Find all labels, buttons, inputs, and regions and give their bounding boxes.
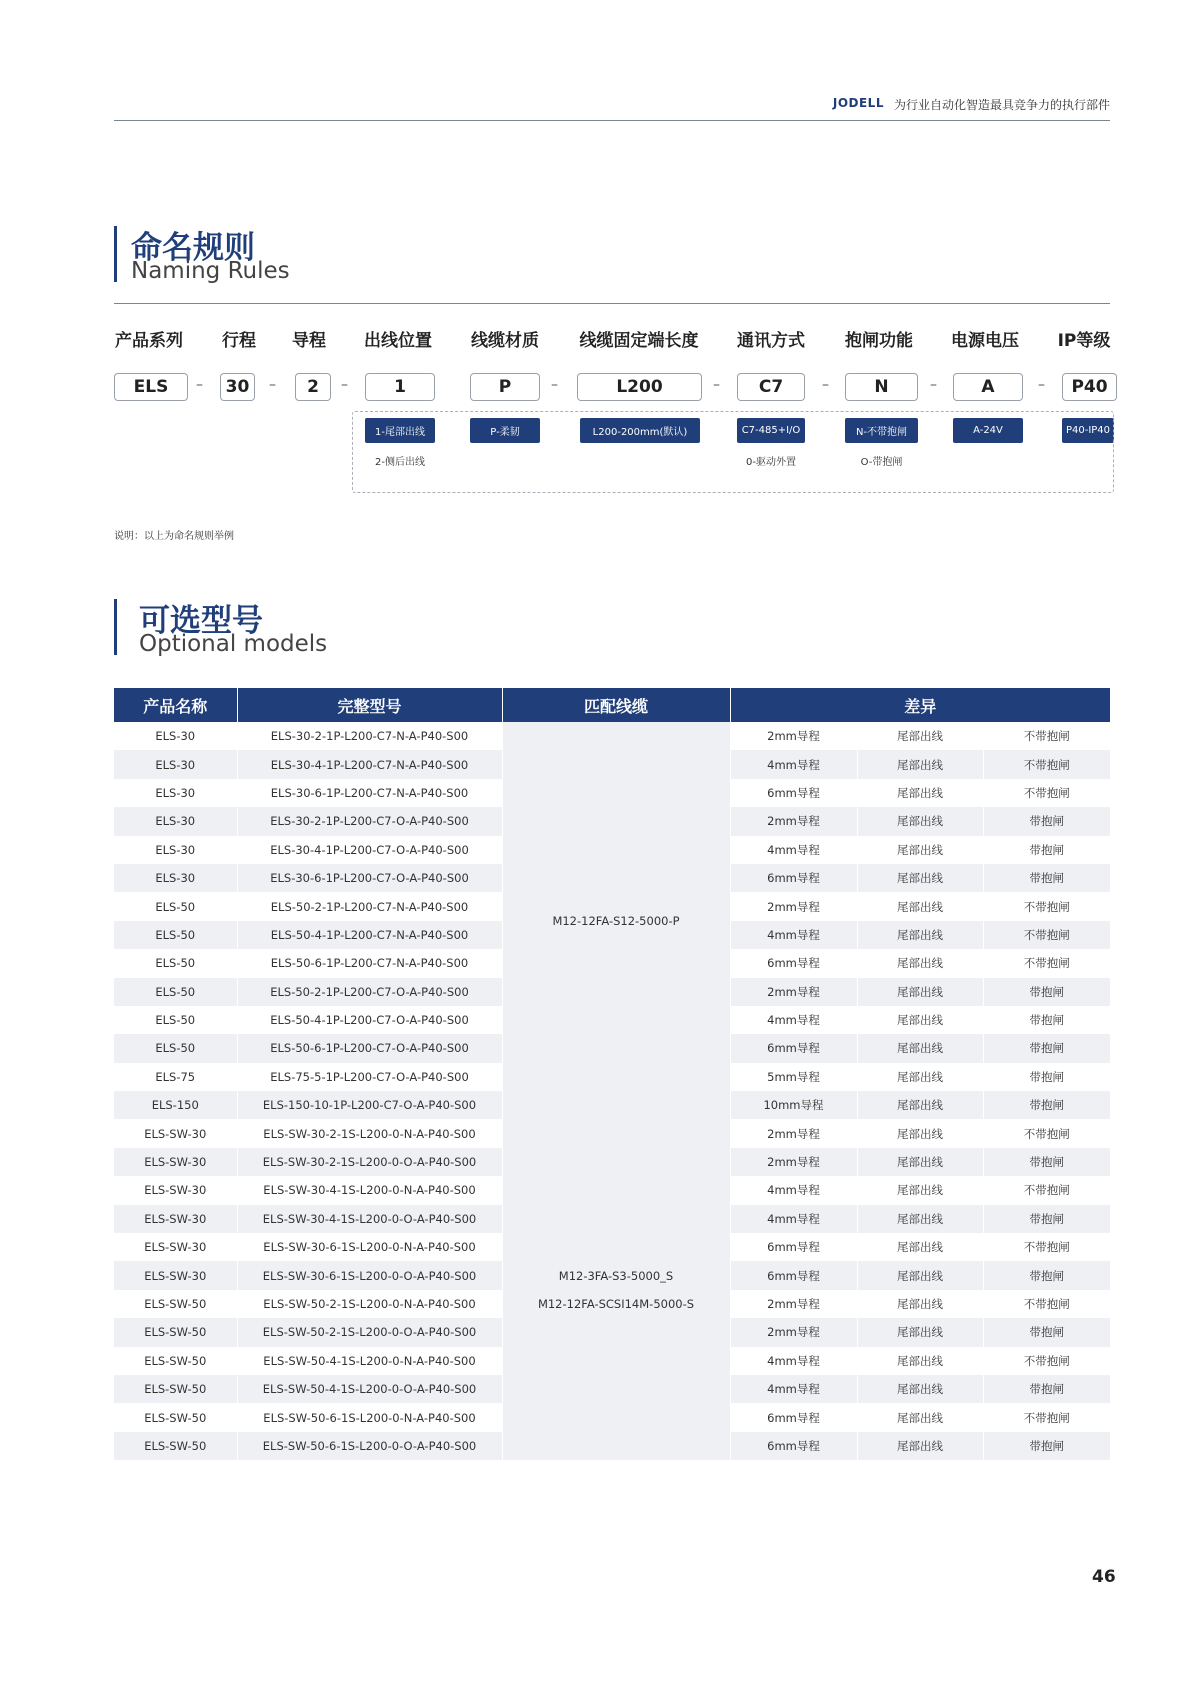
cell-brake: 带抱闸 [983, 1375, 1110, 1403]
cell-brake: 不带抱闸 [983, 750, 1110, 778]
cell-full-model: ELS-50-6-1P-L200-C7-N-A-P40-S00 [237, 949, 502, 977]
cell-full-model: ELS-30-6-1P-L200-C7-N-A-P40-S00 [237, 779, 502, 807]
cell-brake: 不带抱闸 [983, 949, 1110, 977]
cell-lead: 2mm导程 [730, 1148, 857, 1176]
cell-cable [502, 722, 730, 1119]
cell-lead: 2mm导程 [730, 807, 857, 835]
header-difference: 差异 [730, 688, 1110, 722]
cell-lead: 4mm导程 [730, 1375, 857, 1403]
naming-separator: – [713, 377, 720, 393]
cell-product-name: ELS-SW-50 [114, 1290, 237, 1318]
cell-outlet: 尾部出线 [857, 836, 983, 864]
naming-label: 通讯方式 [737, 331, 805, 351]
naming-separator: – [822, 377, 829, 393]
cell-brake: 带抱闸 [983, 1318, 1110, 1346]
cell-outlet: 尾部出线 [857, 978, 983, 1006]
naming-code-box: P [470, 373, 540, 401]
naming-label: 行程 [222, 331, 256, 351]
page-header [114, 96, 1110, 121]
cell-product-name: ELS-SW-50 [114, 1403, 237, 1431]
cell-brake: 不带抱闸 [983, 1119, 1110, 1147]
cell-brake: 带抱闸 [983, 1034, 1110, 1062]
cell-outlet: 尾部出线 [857, 1403, 983, 1431]
cell-full-model: ELS-SW-30-4-1S-L200-0-N-A-P40-S00 [237, 1176, 502, 1204]
cell-full-model: ELS-30-2-1P-L200-C7-O-A-P40-S00 [237, 807, 502, 835]
brand-logo: JODELL [832, 96, 884, 110]
cell-product-name: ELS-50 [114, 1006, 237, 1034]
cell-full-model: ELS-150-10-1P-L200-C7-O-A-P40-S00 [237, 1091, 502, 1119]
cell-product-name: ELS-150 [114, 1091, 237, 1119]
cell-product-name: ELS-SW-30 [114, 1261, 237, 1289]
cell-full-model: ELS-50-2-1P-L200-C7-N-A-P40-S00 [237, 892, 502, 920]
page-number: 46 [1092, 1567, 1116, 1587]
cell-outlet: 尾部出线 [857, 1148, 983, 1176]
cell-brake: 不带抱闸 [983, 722, 1110, 750]
cell-cable [502, 1119, 730, 1460]
cell-outlet: 尾部出线 [857, 1176, 983, 1204]
option-pill: L200-200mm(默认) [580, 418, 700, 443]
option-alt-text: 2-侧后出线 [375, 457, 425, 468]
naming-label: 线缆固定端长度 [579, 331, 699, 351]
naming-note: 说明：以上为命名规则举例 [114, 531, 234, 542]
header-product-name: 产品名称 [114, 688, 237, 722]
cell-full-model: ELS-75-5-1P-L200-C7-O-A-P40-S00 [237, 1063, 502, 1091]
cell-brake: 带抱闸 [983, 1091, 1110, 1119]
header-full-model: 完整型号 [237, 688, 502, 722]
cell-outlet: 尾部出线 [857, 1006, 983, 1034]
naming-label: 线缆材质 [471, 331, 539, 351]
cell-lead: 6mm导程 [730, 1233, 857, 1261]
cell-product-name: ELS-50 [114, 978, 237, 1006]
naming-separator: – [341, 377, 348, 393]
cell-outlet: 尾部出线 [857, 750, 983, 778]
cell-product-name: ELS-30 [114, 807, 237, 835]
cell-brake: 不带抱闸 [983, 892, 1110, 920]
cable-name: M12-12FA-S12-5000-P [552, 913, 680, 928]
cell-full-model: ELS-SW-30-6-1S-L200-0-O-A-P40-S00 [237, 1261, 502, 1289]
option-pill: N-不带抱闸 [845, 418, 918, 443]
cell-lead: 5mm导程 [730, 1063, 857, 1091]
naming-title-en: Naming Rules [131, 258, 290, 284]
models-title-en: Optional models [139, 631, 328, 657]
cell-outlet: 尾部出线 [857, 807, 983, 835]
cable-name: M12-3FA-S3-5000_S [558, 1268, 674, 1283]
cell-outlet: 尾部出线 [857, 1318, 983, 1346]
cell-brake: 不带抱闸 [983, 779, 1110, 807]
options-frame [352, 411, 1114, 493]
cell-outlet: 尾部出线 [857, 1119, 983, 1147]
cell-product-name: ELS-SW-30 [114, 1205, 237, 1233]
option-alt-text: O-带抱闸 [860, 457, 903, 468]
cell-full-model: ELS-SW-50-4-1S-L200-0-N-A-P40-S00 [237, 1347, 502, 1375]
naming-label: 出线位置 [364, 331, 432, 351]
cell-full-model: ELS-SW-30-4-1S-L200-0-O-A-P40-S00 [237, 1205, 502, 1233]
cell-outlet: 尾部出线 [857, 1261, 983, 1289]
naming-code-box: 2 [295, 373, 331, 401]
naming-code-box: A [953, 373, 1023, 401]
cell-lead: 4mm导程 [730, 750, 857, 778]
header-cable: 匹配线缆 [502, 688, 730, 722]
cell-full-model: ELS-50-4-1P-L200-C7-O-A-P40-S00 [237, 1006, 502, 1034]
cell-full-model: ELS-SW-50-2-1S-L200-0-O-A-P40-S00 [237, 1318, 502, 1346]
naming-code-box: 1 [365, 373, 435, 401]
cell-product-name: ELS-SW-30 [114, 1119, 237, 1147]
cell-product-name: ELS-SW-50 [114, 1432, 237, 1460]
cell-lead: 6mm导程 [730, 1034, 857, 1062]
cell-product-name: ELS-SW-30 [114, 1233, 237, 1261]
option-pill: 1-尾部出线 [365, 418, 435, 443]
cell-brake: 带抱闸 [983, 1006, 1110, 1034]
cell-lead: 6mm导程 [730, 1432, 857, 1460]
cell-lead: 4mm导程 [730, 836, 857, 864]
cell-outlet: 尾部出线 [857, 1347, 983, 1375]
cell-brake: 不带抱闸 [983, 1347, 1110, 1375]
header-tagline: 为行业自动化智造最具竞争力的执行部件 [893, 98, 1110, 112]
cell-brake: 带抱闸 [983, 836, 1110, 864]
cell-product-name: ELS-30 [114, 722, 237, 750]
models-table-body [114, 722, 1110, 1460]
cell-outlet: 尾部出线 [857, 1233, 983, 1261]
cell-outlet: 尾部出线 [857, 1290, 983, 1318]
cell-brake: 带抱闸 [983, 978, 1110, 1006]
cell-lead: 4mm导程 [730, 1006, 857, 1034]
cell-lead: 2mm导程 [730, 1290, 857, 1318]
naming-divider [114, 303, 1110, 304]
naming-label: 抱闸功能 [845, 331, 913, 351]
cell-full-model: ELS-SW-50-6-1S-L200-0-O-A-P40-S00 [237, 1432, 502, 1460]
naming-separator: – [930, 377, 937, 393]
cell-lead: 10mm导程 [730, 1091, 857, 1119]
naming-code-box: C7 [737, 373, 805, 401]
cell-lead: 4mm导程 [730, 1347, 857, 1375]
cell-brake: 带抱闸 [983, 1063, 1110, 1091]
cell-brake: 带抱闸 [983, 1205, 1110, 1233]
title-accent-bar [114, 599, 117, 655]
naming-code-box: ELS [114, 373, 188, 401]
naming-code-box: 30 [220, 373, 255, 401]
cell-product-name: ELS-50 [114, 892, 237, 920]
cell-brake: 带抱闸 [983, 1261, 1110, 1289]
cell-full-model: ELS-50-4-1P-L200-C7-N-A-P40-S00 [237, 921, 502, 949]
cell-full-model: ELS-30-2-1P-L200-C7-N-A-P40-S00 [237, 722, 502, 750]
cable-name: M12-12FA-SCSI14M-5000-S [537, 1296, 695, 1311]
cell-outlet: 尾部出线 [857, 1034, 983, 1062]
naming-separator: – [1038, 377, 1045, 393]
cell-lead: 2mm导程 [730, 892, 857, 920]
cell-full-model: ELS-50-6-1P-L200-C7-O-A-P40-S00 [237, 1034, 502, 1062]
cell-brake: 不带抱闸 [983, 1233, 1110, 1261]
cell-brake: 不带抱闸 [983, 921, 1110, 949]
cell-full-model: ELS-SW-50-4-1S-L200-0-O-A-P40-S00 [237, 1375, 502, 1403]
cell-full-model: ELS-30-4-1P-L200-C7-O-A-P40-S00 [237, 836, 502, 864]
cell-product-name: ELS-SW-50 [114, 1375, 237, 1403]
cell-product-name: ELS-50 [114, 949, 237, 977]
cell-product-name: ELS-SW-50 [114, 1318, 237, 1346]
cell-lead: 6mm导程 [730, 949, 857, 977]
cell-outlet: 尾部出线 [857, 1375, 983, 1403]
cell-brake: 带抱闸 [983, 1148, 1110, 1176]
cell-outlet: 尾部出线 [857, 779, 983, 807]
cell-lead: 4mm导程 [730, 921, 857, 949]
models-table [114, 688, 1110, 1460]
cell-outlet: 尾部出线 [857, 1432, 983, 1460]
cell-product-name: ELS-SW-30 [114, 1148, 237, 1176]
naming-separator: – [196, 377, 203, 393]
cell-full-model: ELS-30-6-1P-L200-C7-O-A-P40-S00 [237, 864, 502, 892]
table-row [114, 722, 1110, 750]
cell-brake: 带抱闸 [983, 864, 1110, 892]
option-pill: P-柔韧 [470, 418, 540, 443]
cell-lead: 4mm导程 [730, 1205, 857, 1233]
cell-outlet: 尾部出线 [857, 949, 983, 977]
cell-full-model: ELS-SW-50-6-1S-L200-0-N-A-P40-S00 [237, 1403, 502, 1431]
naming-label: 电源电压 [951, 331, 1019, 351]
models-title-cn: 可选型号 [139, 603, 263, 639]
cell-brake: 不带抱闸 [983, 1176, 1110, 1204]
cell-full-model: ELS-SW-30-2-1S-L200-0-N-A-P40-S00 [237, 1119, 502, 1147]
cell-brake: 带抱闸 [983, 1432, 1110, 1460]
cell-brake: 不带抱闸 [983, 1403, 1110, 1431]
cell-product-name: ELS-SW-50 [114, 1347, 237, 1375]
naming-label: 产品系列 [115, 331, 183, 351]
cell-outlet: 尾部出线 [857, 722, 983, 750]
cell-brake: 带抱闸 [983, 807, 1110, 835]
cell-product-name: ELS-30 [114, 750, 237, 778]
option-pill: A-24V [953, 418, 1023, 443]
cell-product-name: ELS-30 [114, 864, 237, 892]
cell-outlet: 尾部出线 [857, 892, 983, 920]
naming-code-box: N [845, 373, 918, 401]
naming-separator: – [551, 377, 558, 393]
cell-product-name: ELS-30 [114, 836, 237, 864]
cell-outlet: 尾部出线 [857, 921, 983, 949]
naming-code-box: P40 [1062, 373, 1117, 401]
cell-full-model: ELS-30-4-1P-L200-C7-N-A-P40-S00 [237, 750, 502, 778]
table-row [114, 1119, 1110, 1147]
cell-lead: 2mm导程 [730, 978, 857, 1006]
cell-outlet: 尾部出线 [857, 1091, 983, 1119]
option-pill: P40-IP40 [1062, 418, 1114, 443]
cell-product-name: ELS-50 [114, 1034, 237, 1062]
table-header-row [114, 688, 1110, 722]
naming-label: 导程 [292, 331, 326, 351]
option-alt-text: 0-驱动外置 [746, 457, 796, 468]
cell-lead: 2mm导程 [730, 1119, 857, 1147]
cell-product-name: ELS-SW-30 [114, 1176, 237, 1204]
naming-label: IP等级 [1057, 331, 1111, 351]
option-pill: C7-485+I/O [737, 418, 805, 443]
cell-product-name: ELS-30 [114, 779, 237, 807]
cell-lead: 6mm导程 [730, 864, 857, 892]
cell-lead: 6mm导程 [730, 1403, 857, 1431]
naming-code-box: L200 [577, 373, 702, 401]
naming-title-cn: 命名规则 [131, 230, 255, 266]
cell-brake: 不带抱闸 [983, 1290, 1110, 1318]
cell-lead: 6mm导程 [730, 1261, 857, 1289]
cell-lead: 6mm导程 [730, 779, 857, 807]
cell-full-model: ELS-SW-30-6-1S-L200-0-N-A-P40-S00 [237, 1233, 502, 1261]
title-accent-bar [114, 226, 117, 282]
cell-full-model: ELS-50-2-1P-L200-C7-O-A-P40-S00 [237, 978, 502, 1006]
naming-separator: – [269, 377, 276, 393]
cell-lead: 2mm导程 [730, 722, 857, 750]
cell-lead: 2mm导程 [730, 1318, 857, 1346]
cell-lead: 4mm导程 [730, 1176, 857, 1204]
cell-outlet: 尾部出线 [857, 864, 983, 892]
cell-product-name: ELS-50 [114, 921, 237, 949]
cell-outlet: 尾部出线 [857, 1063, 983, 1091]
cell-product-name: ELS-75 [114, 1063, 237, 1091]
cell-full-model: ELS-SW-30-2-1S-L200-0-O-A-P40-S00 [237, 1148, 502, 1176]
cell-outlet: 尾部出线 [857, 1205, 983, 1233]
cell-full-model: ELS-SW-50-2-1S-L200-0-N-A-P40-S00 [237, 1290, 502, 1318]
